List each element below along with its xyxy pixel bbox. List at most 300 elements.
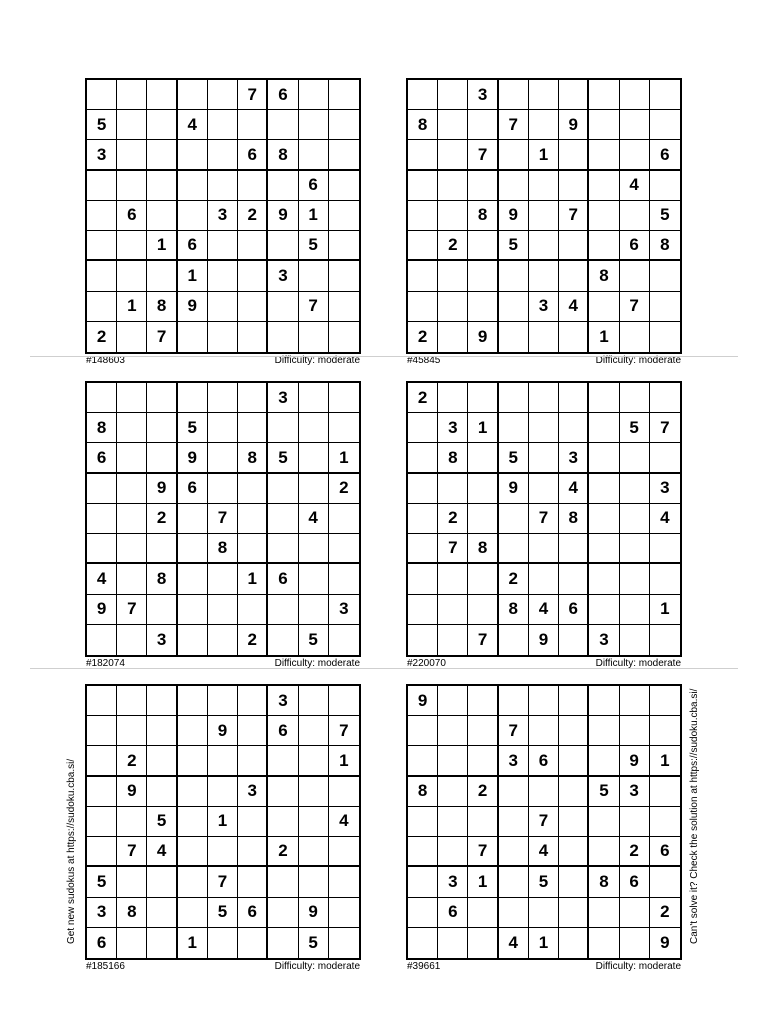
- sudoku-puzzle-1: [85, 78, 361, 366]
- sudoku-cell: [408, 171, 438, 201]
- sudoku-cell: [499, 413, 529, 443]
- sudoku-cell: [117, 716, 147, 746]
- sudoku-cell: [117, 322, 147, 352]
- sudoku-cell: [408, 261, 438, 291]
- sudoku-cell: [268, 110, 298, 140]
- sudoku-cell: 5: [499, 231, 529, 261]
- sudoku-cell: [208, 443, 238, 473]
- sudoku-cell: 7: [529, 807, 559, 837]
- sudoku-cell: [408, 898, 438, 928]
- sudoku-cell: 6: [268, 716, 298, 746]
- sudoku-cell: 6: [87, 443, 117, 473]
- sudoku-cell: 3: [87, 140, 117, 170]
- sudoku-cell: [438, 716, 468, 746]
- sudoku-cell: 7: [468, 140, 498, 170]
- sudoku-cell: [238, 716, 268, 746]
- sudoku-cell: [147, 140, 177, 170]
- sudoku-cell: 3: [87, 898, 117, 928]
- puzzle-footer: [406, 961, 682, 972]
- sudoku-cell: 9: [408, 686, 438, 716]
- sudoku-cell: [650, 292, 680, 322]
- sudoku-cell: [408, 474, 438, 504]
- sudoku-cell: [620, 261, 650, 291]
- sudoku-cell: [117, 474, 147, 504]
- sudoku-cell: [268, 867, 298, 897]
- sudoku-cell: 1: [147, 231, 177, 261]
- sudoku-cell: 8: [499, 595, 529, 625]
- sudoku-cell: [589, 201, 619, 231]
- sudoku-cell: [620, 686, 650, 716]
- sudoku-cell: [117, 140, 147, 170]
- sudoku-cell: 3: [499, 746, 529, 776]
- sudoku-cell: 8: [468, 534, 498, 564]
- sudoku-cell: [117, 867, 147, 897]
- sudoku-cell: 8: [408, 110, 438, 140]
- sudoku-cell: [589, 928, 619, 958]
- sudoku-cell: [87, 807, 117, 837]
- sudoku-cell: 1: [468, 867, 498, 897]
- sudoku-cell: [299, 80, 329, 110]
- sudoku-cell: [329, 231, 359, 261]
- sudoku-cell: [299, 474, 329, 504]
- sudoku-cell: [499, 171, 529, 201]
- sudoku-cell: [147, 413, 177, 443]
- sudoku-cell: 2: [499, 564, 529, 594]
- sudoku-cell: 2: [329, 474, 359, 504]
- sudoku-cell: [329, 686, 359, 716]
- sudoku-cell: 9: [87, 595, 117, 625]
- sudoku-cell: [559, 716, 589, 746]
- section-divider: [30, 356, 738, 357]
- sudoku-cell: 9: [299, 898, 329, 928]
- sudoku-cell: [408, 807, 438, 837]
- sudoku-cell: [499, 867, 529, 897]
- sudoku-cell: 2: [620, 837, 650, 867]
- sudoku-cell: [650, 443, 680, 473]
- sudoku-cell: [650, 716, 680, 746]
- sudoku-cell: [178, 322, 208, 352]
- sudoku-cell: 7: [650, 413, 680, 443]
- sudoku-cell: [438, 171, 468, 201]
- sudoku-cell: [650, 80, 680, 110]
- sudoku-cell: 5: [208, 898, 238, 928]
- sudoku-cell: 8: [468, 201, 498, 231]
- sudoku-cell: [620, 443, 650, 473]
- sudoku-cell: [620, 504, 650, 534]
- sudoku-cell: [650, 807, 680, 837]
- sudoku-cell: [438, 80, 468, 110]
- sudoku-cell: [620, 322, 650, 352]
- sudoku-cell: 3: [529, 292, 559, 322]
- sudoku-cell: [589, 140, 619, 170]
- sudoku-cell: [117, 504, 147, 534]
- sudoku-cell: [408, 746, 438, 776]
- sudoku-cell: [87, 686, 117, 716]
- sudoku-cell: 3: [438, 867, 468, 897]
- sudoku-cell: [559, 261, 589, 291]
- sudoku-cell: [268, 928, 298, 958]
- sudoku-cell: [468, 807, 498, 837]
- sudoku-cell: 9: [559, 110, 589, 140]
- sudoku-cell: [147, 383, 177, 413]
- sudoku-cell: [499, 383, 529, 413]
- sudoku-cell: 5: [268, 443, 298, 473]
- sudoku-cell: [117, 807, 147, 837]
- sudoku-cell: 7: [208, 504, 238, 534]
- sudoku-cell: [208, 595, 238, 625]
- sudoku-cell: [620, 564, 650, 594]
- sudoku-cell: [559, 231, 589, 261]
- sudoku-cell: 6: [620, 231, 650, 261]
- sudoku-cell: [529, 777, 559, 807]
- sudoku-cell: [329, 564, 359, 594]
- sudoku-cell: [178, 534, 208, 564]
- sudoku-cell: [529, 80, 559, 110]
- sudoku-cell: [238, 474, 268, 504]
- sudoku-cell: [468, 171, 498, 201]
- sudoku-cell: 6: [620, 867, 650, 897]
- sudoku-cell: 8: [87, 413, 117, 443]
- sudoku-cell: [117, 383, 147, 413]
- sudoku-cell: 1: [208, 807, 238, 837]
- sudoku-cell: [620, 716, 650, 746]
- sudoku-cell: 8: [408, 777, 438, 807]
- sudoku-cell: [559, 140, 589, 170]
- sudoku-cell: [559, 383, 589, 413]
- sudoku-cell: 3: [589, 625, 619, 655]
- sudoku-cell: [408, 201, 438, 231]
- sudoku-cell: [529, 686, 559, 716]
- sudoku-puzzle-5: [85, 684, 361, 972]
- sudoku-cell: [147, 686, 177, 716]
- sudoku-cell: [329, 837, 359, 867]
- sudoku-cell: 9: [147, 474, 177, 504]
- sudoku-cell: 4: [529, 837, 559, 867]
- sudoku-cell: [178, 383, 208, 413]
- sudoku-cell: [650, 322, 680, 352]
- sudoku-cell: [468, 746, 498, 776]
- sudoku-cell: [589, 383, 619, 413]
- sudoku-cell: [238, 504, 268, 534]
- sudoku-cell: [438, 201, 468, 231]
- sudoku-cell: [299, 686, 329, 716]
- sudoku-cell: 6: [238, 140, 268, 170]
- sudoku-cell: 9: [499, 201, 529, 231]
- sudoku-cell: [438, 322, 468, 352]
- sudoku-cell: 2: [408, 383, 438, 413]
- sudoku-cell: [268, 322, 298, 352]
- sudoku-cell: [589, 686, 619, 716]
- sudoku-cell: [329, 625, 359, 655]
- sudoku-cell: [408, 80, 438, 110]
- sudoku-cell: [208, 564, 238, 594]
- sudoku-cell: [117, 171, 147, 201]
- sudoku-cell: [147, 716, 177, 746]
- sudoku-cell: [529, 413, 559, 443]
- sudoku-cell: 8: [208, 534, 238, 564]
- sudoku-cell: [178, 898, 208, 928]
- sudoku-cell: 1: [178, 261, 208, 291]
- sudoku-cell: 5: [499, 443, 529, 473]
- sudoku-cell: [208, 292, 238, 322]
- sudoku-cell: 3: [620, 777, 650, 807]
- sudoku-cell: 6: [299, 171, 329, 201]
- sudoku-cell: 8: [117, 898, 147, 928]
- sudoku-cell: [408, 231, 438, 261]
- sudoku-cell: [117, 534, 147, 564]
- sudoku-cell: [117, 564, 147, 594]
- puzzle-id: #220070: [407, 658, 446, 669]
- sudoku-cell: [499, 261, 529, 291]
- sudoku-cell: [559, 867, 589, 897]
- sudoku-cell: 3: [238, 777, 268, 807]
- sudoku-cell: [147, 595, 177, 625]
- sudoku-cell: 5: [650, 201, 680, 231]
- sudoku-cell: 7: [529, 504, 559, 534]
- sudoku-cell: [117, 231, 147, 261]
- sudoku-cell: 4: [499, 928, 529, 958]
- sudoku-cell: [178, 867, 208, 897]
- sudoku-cell: [208, 928, 238, 958]
- sudoku-cell: [268, 807, 298, 837]
- sudoku-cell: [589, 110, 619, 140]
- sudoku-cell: 8: [559, 504, 589, 534]
- sudoku-cell: [178, 80, 208, 110]
- sudoku-cell: [299, 110, 329, 140]
- sudoku-cell: [408, 443, 438, 473]
- sudoku-cell: 7: [147, 322, 177, 352]
- sudoku-cell: [559, 777, 589, 807]
- sudoku-cell: [208, 777, 238, 807]
- sudoku-cell: [299, 807, 329, 837]
- sudoku-cell: 3: [650, 474, 680, 504]
- sudoku-cell: [499, 292, 529, 322]
- sudoku-cell: [529, 322, 559, 352]
- sudoku-cell: [620, 80, 650, 110]
- sudoku-cell: 8: [438, 443, 468, 473]
- sudoku-cell: [208, 383, 238, 413]
- sudoku-cell: 9: [468, 322, 498, 352]
- sudoku-cell: 5: [299, 231, 329, 261]
- sudoku-cell: [147, 777, 177, 807]
- sudoku-cell: 9: [529, 625, 559, 655]
- sudoku-cell: 7: [559, 201, 589, 231]
- sudoku-cell: 2: [117, 746, 147, 776]
- sudoku-cell: [499, 140, 529, 170]
- sudoku-cell: [408, 504, 438, 534]
- sudoku-cell: 6: [438, 898, 468, 928]
- sudoku-cell: [468, 716, 498, 746]
- sudoku-cell: [559, 807, 589, 837]
- sudoku-cell: 1: [529, 928, 559, 958]
- sudoku-cell: [529, 443, 559, 473]
- sudoku-cell: [620, 595, 650, 625]
- sudoku-cell: [559, 534, 589, 564]
- sudoku-cell: [329, 534, 359, 564]
- sudoku-cell: 4: [87, 564, 117, 594]
- sudoku-cell: [178, 746, 208, 776]
- sudoku-cell: [468, 261, 498, 291]
- sudoku-cell: [438, 837, 468, 867]
- sudoku-cell: 3: [208, 201, 238, 231]
- sudoku-cell: [329, 777, 359, 807]
- sudoku-cell: [559, 564, 589, 594]
- sudoku-cell: [238, 534, 268, 564]
- sudoku-cell: [529, 898, 559, 928]
- sudoku-cell: 1: [117, 292, 147, 322]
- sudoku-cell: [147, 746, 177, 776]
- sudoku-cell: 9: [178, 292, 208, 322]
- sudoku-cell: [438, 474, 468, 504]
- sudoku-grid: [85, 381, 361, 657]
- sudoku-cell: [438, 595, 468, 625]
- sudoku-cell: 9: [620, 746, 650, 776]
- sudoku-cell: [268, 292, 298, 322]
- sudoku-cell: [238, 292, 268, 322]
- sudoku-cell: [117, 80, 147, 110]
- sudoku-cell: [329, 928, 359, 958]
- sudoku-cell: [147, 80, 177, 110]
- sudoku-cell: 3: [268, 686, 298, 716]
- sudoku-cell: 4: [620, 171, 650, 201]
- sudoku-cell: 9: [178, 443, 208, 473]
- sudoku-cell: [529, 383, 559, 413]
- sudoku-cell: [589, 171, 619, 201]
- sudoku-cell: 6: [650, 837, 680, 867]
- sudoku-cell: [468, 292, 498, 322]
- sudoku-cell: 1: [329, 443, 359, 473]
- puzzle-id: #185166: [86, 961, 125, 972]
- sudoku-cell: [268, 171, 298, 201]
- sudoku-cell: [438, 564, 468, 594]
- sudoku-cell: [468, 231, 498, 261]
- sudoku-cell: [117, 686, 147, 716]
- sudoku-cell: 2: [438, 504, 468, 534]
- sudoku-cell: 7: [499, 110, 529, 140]
- sudoku-cell: [117, 261, 147, 291]
- sudoku-cell: [87, 716, 117, 746]
- sudoku-cell: 6: [117, 201, 147, 231]
- sudoku-cell: [87, 292, 117, 322]
- sudoku-cell: [178, 564, 208, 594]
- sudoku-cell: [178, 504, 208, 534]
- sudoku-cell: [268, 504, 298, 534]
- sudoku-cell: 4: [529, 595, 559, 625]
- sudoku-cell: [178, 686, 208, 716]
- sudoku-cell: [147, 261, 177, 291]
- sudoku-cell: [408, 625, 438, 655]
- sudoku-cell: [178, 716, 208, 746]
- sudoku-cell: 5: [87, 867, 117, 897]
- sudoku-cell: [620, 807, 650, 837]
- sudoku-cell: 1: [468, 413, 498, 443]
- sudoku-cell: [299, 564, 329, 594]
- sudoku-cell: [650, 171, 680, 201]
- sudoku-cell: [178, 837, 208, 867]
- sudoku-cell: 2: [438, 231, 468, 261]
- sudoku-cell: [650, 383, 680, 413]
- sudoku-cell: [299, 716, 329, 746]
- sudoku-cell: [650, 777, 680, 807]
- sudoku-cell: [238, 231, 268, 261]
- sudoku-cell: [238, 595, 268, 625]
- sudoku-cell: [87, 504, 117, 534]
- sudoku-cell: [147, 867, 177, 897]
- sudoku-cell: 7: [117, 837, 147, 867]
- sudoku-cell: [529, 474, 559, 504]
- sudoku-cell: 4: [559, 474, 589, 504]
- sudoku-cell: [208, 322, 238, 352]
- sudoku-cell: [178, 140, 208, 170]
- sudoku-cell: [87, 746, 117, 776]
- sudoku-cell: 1: [589, 322, 619, 352]
- sudoku-cell: [620, 140, 650, 170]
- sudoku-cell: 1: [299, 201, 329, 231]
- sudoku-cell: [238, 746, 268, 776]
- sudoku-puzzle-4: [406, 381, 682, 669]
- sudoku-cell: 2: [468, 777, 498, 807]
- sudoku-cell: 7: [468, 625, 498, 655]
- sudoku-cell: [208, 110, 238, 140]
- sudoku-cell: 5: [589, 777, 619, 807]
- puzzle-difficulty: Difficulty: moderate: [274, 355, 360, 366]
- sudoku-cell: [329, 898, 359, 928]
- sudoku-cell: 9: [268, 201, 298, 231]
- sudoku-cell: [620, 928, 650, 958]
- sudoku-cell: [559, 80, 589, 110]
- sudoku-cell: [299, 534, 329, 564]
- sudoku-cell: [208, 625, 238, 655]
- side-link-right: Can't solve it? Check the solution at https://sudoku.cba.si/: [689, 688, 700, 944]
- sudoku-cell: 8: [147, 292, 177, 322]
- sudoku-cell: [87, 837, 117, 867]
- sudoku-cell: 7: [438, 534, 468, 564]
- sudoku-cell: [559, 837, 589, 867]
- sudoku-cell: [238, 110, 268, 140]
- puzzle-id: #39661: [407, 961, 441, 972]
- puzzle-id: #45845: [407, 355, 441, 366]
- sudoku-cell: 4: [178, 110, 208, 140]
- sudoku-cell: [178, 625, 208, 655]
- sudoku-cell: [559, 322, 589, 352]
- sudoku-cell: [559, 171, 589, 201]
- sudoku-cell: [238, 867, 268, 897]
- sudoku-cell: 6: [559, 595, 589, 625]
- sudoku-cell: 6: [87, 928, 117, 958]
- sudoku-cell: [87, 171, 117, 201]
- sudoku-cell: 4: [559, 292, 589, 322]
- sudoku-cell: [329, 201, 359, 231]
- sudoku-grid: [406, 78, 682, 354]
- sudoku-cell: [87, 534, 117, 564]
- sudoku-cell: [299, 595, 329, 625]
- sudoku-cell: 9: [660, 932, 670, 952]
- sudoku-cell: 8: [147, 564, 177, 594]
- sudoku-cell: 3: [147, 625, 177, 655]
- sudoku-cell: 2: [147, 504, 177, 534]
- sudoku-cell: [147, 201, 177, 231]
- sudoku-cell: [299, 383, 329, 413]
- sudoku-cell: [650, 261, 680, 291]
- sudoku-cell: [268, 474, 298, 504]
- sudoku-cell: [468, 686, 498, 716]
- sudoku-cell: 5: [620, 413, 650, 443]
- sudoku-cell: [299, 322, 329, 352]
- sudoku-cell: 3: [559, 443, 589, 473]
- sudoku-cell: [408, 928, 438, 958]
- sudoku-cell: [529, 110, 559, 140]
- sudoku-cell: [299, 443, 329, 473]
